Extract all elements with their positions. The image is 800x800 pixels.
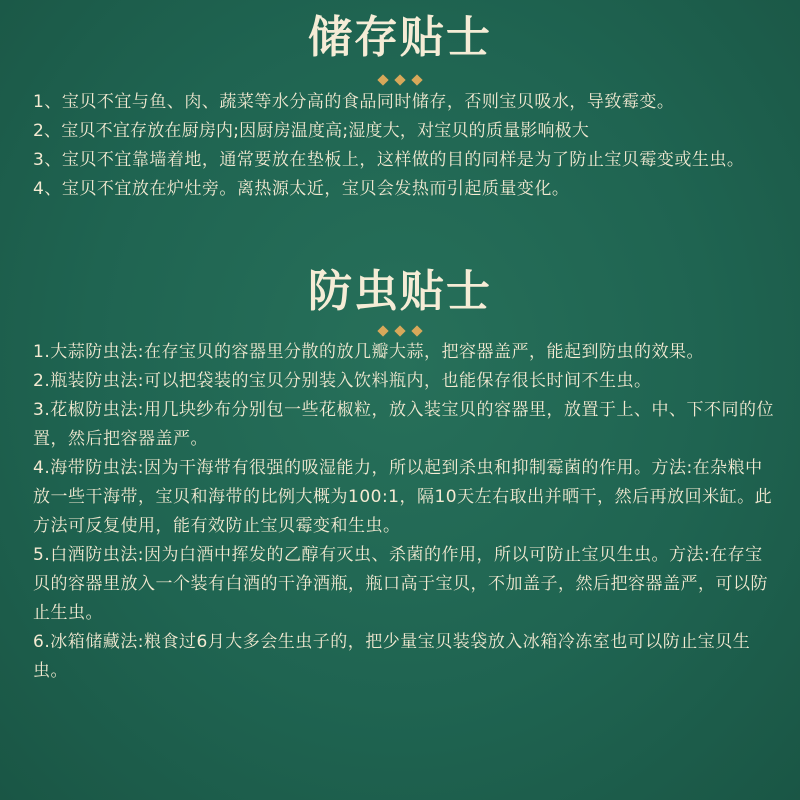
- insect-tips-list: [33, 338, 778, 686]
- title-divider-ornament: [0, 324, 800, 338]
- diamond-icon: [411, 325, 422, 336]
- insect-tip-item: 3.花椒防虫法:用几块纱布分别包一些花椒粒，放入装宝贝的容器里，放置于上、中、下不同的位置，然后把容器盖严。: [33, 400, 774, 449]
- diamond-icon: [394, 74, 405, 85]
- insect-tip-item: 1.大蒜防虫法:在存宝贝的容器里分散的放几瓣大蒜，把容器盖严，能起到防虫的效果。: [33, 342, 704, 362]
- diamond-icon: [377, 74, 388, 85]
- insect-tip-item: 5.白酒防虫法:因为白酒中挥发的乙醇有灭虫、杀菌的作用，所以可防止宝贝生虫。方法:在存宝贝的容器里放入一个装有白酒的干净酒瓶，瓶口高于宝贝，不加盖子，然后把容器盖严，可以防止生虫。: [33, 545, 768, 623]
- storage-tip-item: 3、宝贝不宜靠墙着地，通常要放在垫板上，这样做的目的同样是为了防止宝贝霉变或生虫。: [33, 150, 745, 170]
- insect-tips-title: 防虫贴士: [308, 266, 492, 317]
- storage-tips-title: 储存贴士: [308, 12, 492, 63]
- insect-tip-item: 6.冰箱储藏法:粮食过6月大多会生虫子的，把少量宝贝装袋放入冰箱冷冻室也可以防止宝贝生虫。: [33, 632, 751, 681]
- insect-tip-item: 4.海带防虫法:因为干海带有很强的吸湿能力，所以起到杀虫和抑制霉菌的作用。方法:在杂粮中放一些干海带，宝贝和海带的比例大概为100:1，隔10天左右取出并晒干，然后再放回米缸。此方法可反复使用，能有效防止宝贝霉变和生虫。: [33, 458, 773, 536]
- storage-tips-list: [33, 88, 778, 204]
- title-divider-ornament: [0, 73, 800, 87]
- storage-tip-item: 1、宝贝不宜与鱼、肉、蔬菜等水分高的食品同时储存，否则宝贝吸水，导致霉变。: [33, 92, 675, 112]
- storage-tip-item: 4、宝贝不宜放在炉灶旁。离热源太近，宝贝会发热而引起质量变化。: [33, 179, 570, 199]
- storage-tip-item: 2、宝贝不宜存放在厨房内;因厨房温度高;湿度大，对宝贝的质量影响极大: [33, 121, 590, 141]
- insect-tip-item: 2.瓶装防虫法:可以把袋装的宝贝分别装入饮料瓶内，也能保存很长时间不生虫。: [33, 371, 652, 391]
- diamond-icon: [377, 325, 388, 336]
- diamond-icon: [394, 325, 405, 336]
- diamond-icon: [411, 74, 422, 85]
